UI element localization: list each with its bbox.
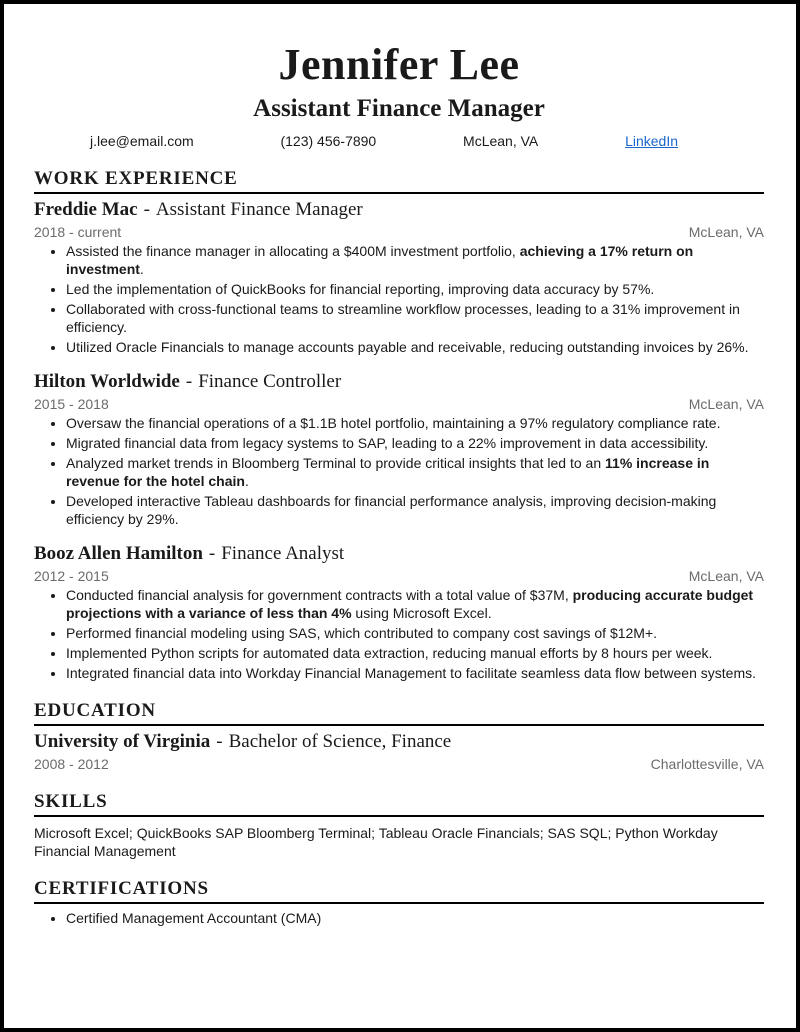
contact-email: j.lee@email.com (90, 133, 194, 149)
bullet-item: • Oversaw the financial operations of a $1.1B hotel portfolio, maintaining a 97% regulatory compliance rate. (66, 414, 764, 432)
job-header: Hilton Worldwide - Finance Controller (34, 371, 342, 392)
education-school: University of Virginia (34, 731, 211, 752)
bullet-item: • Collaborated with cross-functional teams to streamline workflow processes, leading to a 31% improvement in efficiency. (66, 300, 764, 336)
job-bullets (34, 586, 764, 682)
certifications-section (34, 878, 764, 927)
education-meta (34, 755, 764, 773)
candidate-name: Jennifer Lee (278, 40, 520, 89)
bullet-item: • Assisted the finance manager in allocating a $400M investment portfolio, achieving a 17% return on investment. (66, 242, 764, 278)
contact-location: McLean, VA (463, 133, 539, 149)
job-dates: 2015 - 2018 (34, 396, 109, 412)
linkedin-link[interactable]: LinkedIn (625, 133, 678, 149)
job-bullets (34, 242, 764, 356)
education-degree: Bachelor of Science, (228, 731, 387, 752)
section-heading-certifications: CERTIFICATIONS (34, 878, 764, 904)
bullet-item: • Implemented Python scripts for automated data extraction, reducing manual efforts by 8 hours per week. (66, 644, 764, 662)
contact-row (90, 132, 678, 150)
education-dates: 2008 - 2012 (34, 756, 109, 772)
job-meta (34, 567, 764, 585)
job-role: Finance Controller (198, 371, 342, 392)
job-dates: 2018 - current (34, 224, 122, 240)
job-role: Assistant Finance Manager (155, 199, 363, 220)
bullet-item: • Analyzed market trends in Bloomberg Terminal to provide critical insights that led to an 11% increase in revenue for the hotel chain. (66, 454, 764, 490)
education-header: University of Virginia - Bachelor of Science, Finance (34, 731, 452, 752)
skills-section (34, 791, 764, 860)
education-entry (34, 730, 764, 773)
job-location: McLean, VA (688, 396, 764, 412)
bullet-item: • Conducted financial analysis for government contracts with a total value of $37M, producing accurate budget projections with a variance of less than 4% using Microsoft Excel. (66, 586, 764, 622)
job-dates: 2012 - 2015 (34, 568, 109, 584)
bullet-item: • Integrated financial data into Workday Financial Management to facilitate seamless data flow between systems. (66, 664, 764, 682)
bullet-item: • Led the implementation of QuickBooks for financial reporting, improving data accuracy by 57%. (66, 280, 764, 298)
section-heading-skills: SKILLS (34, 791, 764, 817)
certifications-list (34, 909, 764, 927)
certification-item: • Certified Management Accountant (CMA) (66, 909, 764, 927)
job-header: Freddie Mac - Assistant Finance Manager (34, 199, 363, 220)
skills-list: Microsoft Excel; QuickBooks SAP Bloomberg Terminal; Tableau Oracle Financials; SAS SQL; Python Workday Financial Management (34, 825, 718, 859)
job-location: McLean, VA (688, 568, 764, 584)
job-entry (34, 198, 764, 356)
job-location: McLean, VA (688, 224, 764, 240)
job-header: Booz Allen Hamilton - Finance Analyst (34, 543, 345, 564)
job-entry (34, 542, 764, 682)
job-company: Freddie Mac (34, 199, 138, 220)
section-heading-education: EDUCATION (34, 700, 764, 726)
work-experience-section (34, 168, 764, 682)
job-bullets (34, 414, 764, 528)
bullet-item: • Migrated financial data from legacy systems to SAP, leading to a 22% improvement in data accessibility. (66, 434, 764, 452)
bullet-item: • Performed financial modeling using SAS, which contributed to company cost savings of $12M+. (66, 624, 764, 642)
contact-phone: (123) 456-7890 (280, 133, 377, 149)
bullet-item: • Developed interactive Tableau dashboards for financial performance analysis, improving decision-making efficiency by 29%. (66, 492, 764, 528)
bullet-item: • Utilized Oracle Financials to manage accounts payable and receivable, reducing outstanding invoices by 26%. (66, 338, 764, 356)
job-company: Booz Allen Hamilton (34, 543, 203, 564)
candidate-title: Assistant Finance Manager (253, 95, 545, 122)
education-location: Charlottesville, VA (650, 756, 764, 772)
job-role: Finance Analyst (221, 543, 345, 564)
job-meta (34, 395, 764, 413)
job-entry (34, 370, 764, 528)
section-heading-work: WORK EXPERIENCE (34, 168, 764, 194)
job-meta (34, 223, 764, 241)
job-company: Hilton Worldwide (34, 371, 180, 392)
education-field: Finance (391, 731, 452, 752)
education-section (34, 700, 764, 773)
